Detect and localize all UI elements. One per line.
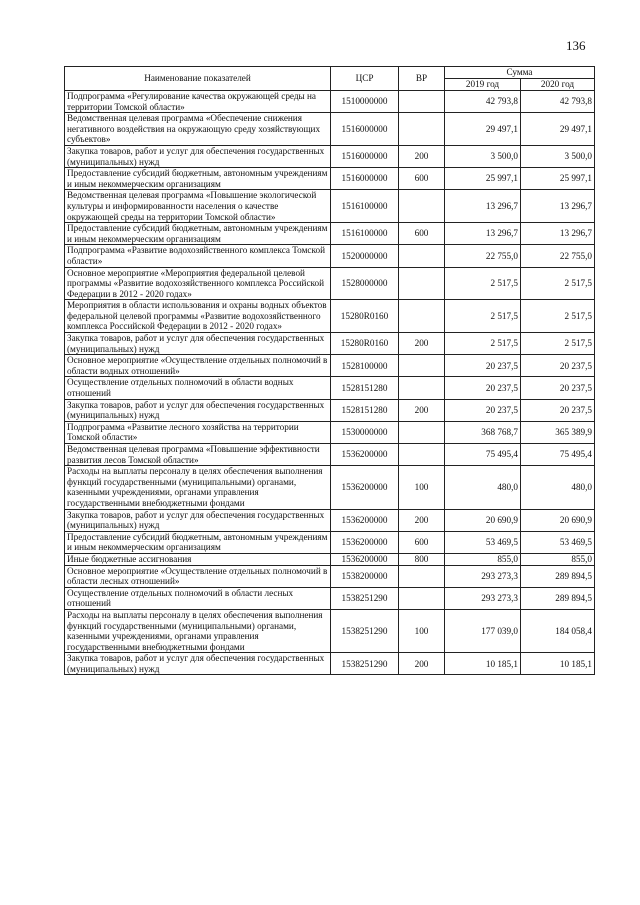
- table-row: [65, 553, 595, 565]
- row-csr: 1538251290: [331, 609, 399, 652]
- table-row: [65, 245, 595, 267]
- table-row: [65, 355, 595, 377]
- row-csr: 1516000000: [331, 113, 399, 146]
- row-vr: [399, 245, 445, 267]
- row-2019: 20 690,9: [445, 509, 521, 531]
- row-name: Иные бюджетные ассигнования: [65, 553, 331, 565]
- table-row: [65, 113, 595, 146]
- table-row: [65, 168, 595, 190]
- row-name: Ведомственная целевая программа «Повышение эффективности развития лесов Томской области»: [65, 444, 331, 466]
- row-vr: 100: [399, 466, 445, 509]
- row-name: Подпрограмма «Развитие водохозяйственного комплекса Томской области»: [65, 245, 331, 267]
- row-2019: 2 517,5: [445, 300, 521, 333]
- row-vr: 600: [399, 168, 445, 190]
- table-row: [65, 333, 595, 355]
- table-row: [65, 509, 595, 531]
- budget-table: [64, 66, 595, 675]
- row-vr: [399, 190, 445, 223]
- row-csr: 1516000000: [331, 145, 399, 167]
- row-csr: 15280R0160: [331, 333, 399, 355]
- row-2020: 25 997,1: [521, 168, 595, 190]
- row-name: Расходы на выплаты персоналу в целях обеспечения выполнения функций государственными (муниципальными) органами, казенными учреждениями, органами управления государственными внебюджетными фондами: [65, 466, 331, 509]
- row-2019: 3 500,0: [445, 145, 521, 167]
- row-csr: 1538200000: [331, 565, 399, 587]
- row-name: Закупка товаров, работ и услуг для обеспечения государственных (муниципальных) нужд: [65, 653, 331, 675]
- row-2019: 20 237,5: [445, 399, 521, 421]
- header-2020: 2020 год: [521, 79, 595, 91]
- row-name: Предоставление субсидий бюджетным, автономным учреждениям и иным некоммерческим организациям: [65, 223, 331, 245]
- header-vr: ВР: [399, 67, 445, 91]
- row-vr: 200: [399, 653, 445, 675]
- table-row: [65, 145, 595, 167]
- row-name: Ведомственная целевая программа «Обеспечение снижения негативного воздействия на окружающую среду хозяйствующих субъектов»: [65, 113, 331, 146]
- row-2019: 368 768,7: [445, 421, 521, 443]
- row-2020: 42 793,8: [521, 91, 595, 113]
- row-2020: 2 517,5: [521, 333, 595, 355]
- row-2020: 20 237,5: [521, 377, 595, 399]
- row-csr: 1516100000: [331, 223, 399, 245]
- row-2019: 20 237,5: [445, 377, 521, 399]
- row-csr: 15280R0160: [331, 300, 399, 333]
- row-name: Ведомственная целевая программа «Повышение экологической культуры и информированности населения о качестве окружающей среды на территории Томской области»: [65, 190, 331, 223]
- row-csr: 1536200000: [331, 553, 399, 565]
- row-2019: 13 296,7: [445, 190, 521, 223]
- row-vr: 100: [399, 609, 445, 652]
- row-2020: 2 517,5: [521, 267, 595, 300]
- page-number: 136: [566, 38, 586, 53]
- row-2019: 20 237,5: [445, 355, 521, 377]
- row-csr: 1516100000: [331, 190, 399, 223]
- table-row: [65, 91, 595, 113]
- row-name: Предоставление субсидий бюджетным, автономным учреждениям и иным некоммерческим организациям: [65, 531, 331, 553]
- row-csr: 1528100000: [331, 355, 399, 377]
- row-name: Расходы на выплаты персоналу в целях обеспечения выполнения функций государственными (муниципальными) органами, казенными учреждениями, органами управления государственными внебюджетными фондами: [65, 609, 331, 652]
- row-2020: 53 469,5: [521, 531, 595, 553]
- row-name: Закупка товаров, работ и услуг для обеспечения государственных (муниципальных) нужд: [65, 145, 331, 167]
- row-2020: 2 517,5: [521, 300, 595, 333]
- row-csr: 1530000000: [331, 421, 399, 443]
- row-vr: 200: [399, 145, 445, 167]
- row-name: Осуществление отдельных полномочий в области лесных отношений: [65, 587, 331, 609]
- row-vr: [399, 355, 445, 377]
- row-2020: 480,0: [521, 466, 595, 509]
- row-2020: 20 690,9: [521, 509, 595, 531]
- row-vr: [399, 300, 445, 333]
- row-csr: 1528151280: [331, 399, 399, 421]
- row-csr: 1536200000: [331, 466, 399, 509]
- row-csr: 1528151280: [331, 377, 399, 399]
- table-row: [65, 531, 595, 553]
- row-2019: 42 793,8: [445, 91, 521, 113]
- row-2020: 289 894,5: [521, 587, 595, 609]
- row-2019: 293 273,3: [445, 587, 521, 609]
- header-sum: Сумма: [445, 67, 595, 79]
- row-vr: [399, 91, 445, 113]
- row-csr: 1516000000: [331, 168, 399, 190]
- row-2020: 10 185,1: [521, 653, 595, 675]
- row-vr: [399, 113, 445, 146]
- row-2019: 53 469,5: [445, 531, 521, 553]
- row-2020: 184 058,4: [521, 609, 595, 652]
- row-vr: [399, 587, 445, 609]
- row-name: Закупка товаров, работ и услуг для обеспечения государственных (муниципальных) нужд: [65, 509, 331, 531]
- row-vr: 200: [399, 333, 445, 355]
- row-vr: [399, 421, 445, 443]
- row-csr: 1510000000: [331, 91, 399, 113]
- row-2020: 855,0: [521, 553, 595, 565]
- row-2019: 2 517,5: [445, 267, 521, 300]
- row-vr: 200: [399, 509, 445, 531]
- row-name: Основное мероприятие «Осуществление отдельных полномочий в области лесных отношений»: [65, 565, 331, 587]
- row-2020: 20 237,5: [521, 355, 595, 377]
- table-row: [65, 609, 595, 652]
- row-vr: [399, 267, 445, 300]
- row-2020: 29 497,1: [521, 113, 595, 146]
- row-vr: 600: [399, 531, 445, 553]
- row-2019: 29 497,1: [445, 113, 521, 146]
- row-2020: 13 296,7: [521, 190, 595, 223]
- table-row: [65, 653, 595, 675]
- row-csr: 1536200000: [331, 509, 399, 531]
- row-2019: 2 517,5: [445, 333, 521, 355]
- row-name: Мероприятия в области использования и охраны водных объектов федеральной целевой программы «Развитие водохозяйственного комплекса Российской Федерации в 2012 - 2020 годах»: [65, 300, 331, 333]
- table-row: [65, 444, 595, 466]
- table-row: [65, 466, 595, 509]
- row-name: Осуществление отдельных полномочий в области водных отношений: [65, 377, 331, 399]
- row-2019: 22 755,0: [445, 245, 521, 267]
- row-vr: 600: [399, 223, 445, 245]
- row-2020: 289 894,5: [521, 565, 595, 587]
- header-csr: ЦСР: [331, 67, 399, 91]
- row-2019: 293 273,3: [445, 565, 521, 587]
- table-row: [65, 565, 595, 587]
- row-2019: 480,0: [445, 466, 521, 509]
- row-vr: 800: [399, 553, 445, 565]
- row-2020: 3 500,0: [521, 145, 595, 167]
- row-name: Закупка товаров, работ и услуг для обеспечения государственных (муниципальных) нужд: [65, 399, 331, 421]
- row-vr: [399, 565, 445, 587]
- table-row: [65, 421, 595, 443]
- row-csr: 1538251290: [331, 587, 399, 609]
- row-2019: 75 495,4: [445, 444, 521, 466]
- row-2019: 177 039,0: [445, 609, 521, 652]
- row-csr: 1536200000: [331, 531, 399, 553]
- row-vr: 200: [399, 399, 445, 421]
- table-row: [65, 267, 595, 300]
- row-vr: [399, 377, 445, 399]
- row-2019: 855,0: [445, 553, 521, 565]
- row-name: Закупка товаров, работ и услуг для обеспечения государственных (муниципальных) нужд: [65, 333, 331, 355]
- row-name: Подпрограмма «Развитие лесного хозяйства на территории Томской области»: [65, 421, 331, 443]
- row-name: Основное мероприятие «Осуществление отдельных полномочий в области водных отношений»: [65, 355, 331, 377]
- row-csr: 1528000000: [331, 267, 399, 300]
- row-2020: 20 237,5: [521, 399, 595, 421]
- table-row: [65, 587, 595, 609]
- row-2020: 13 296,7: [521, 223, 595, 245]
- row-csr: 1536200000: [331, 444, 399, 466]
- row-name: Основное мероприятие «Мероприятия федеральной целевой программы «Развитие водохозяйственного комплекса Российской Федерации в 2012 - 2020 годах»: [65, 267, 331, 300]
- table-row: [65, 190, 595, 223]
- row-2020: 22 755,0: [521, 245, 595, 267]
- row-2019: 13 296,7: [445, 223, 521, 245]
- row-name: Предоставление субсидий бюджетным, автономным учреждениям и иным некоммерческим организациям: [65, 168, 331, 190]
- row-2019: 10 185,1: [445, 653, 521, 675]
- header-name: Наименование показателей: [65, 67, 331, 91]
- row-2020: 365 389,9: [521, 421, 595, 443]
- row-vr: [399, 444, 445, 466]
- table-row: [65, 399, 595, 421]
- row-csr: 1520000000: [331, 245, 399, 267]
- row-csr: 1538251290: [331, 653, 399, 675]
- table-row: [65, 223, 595, 245]
- table-row: [65, 300, 595, 333]
- row-2019: 25 997,1: [445, 168, 521, 190]
- row-name: Подпрограмма «Регулирование качества окружающей среды на территории Томской области»: [65, 91, 331, 113]
- table-body: [65, 91, 595, 675]
- header-2019: 2019 год: [445, 79, 521, 91]
- table-row: [65, 377, 595, 399]
- row-2020: 75 495,4: [521, 444, 595, 466]
